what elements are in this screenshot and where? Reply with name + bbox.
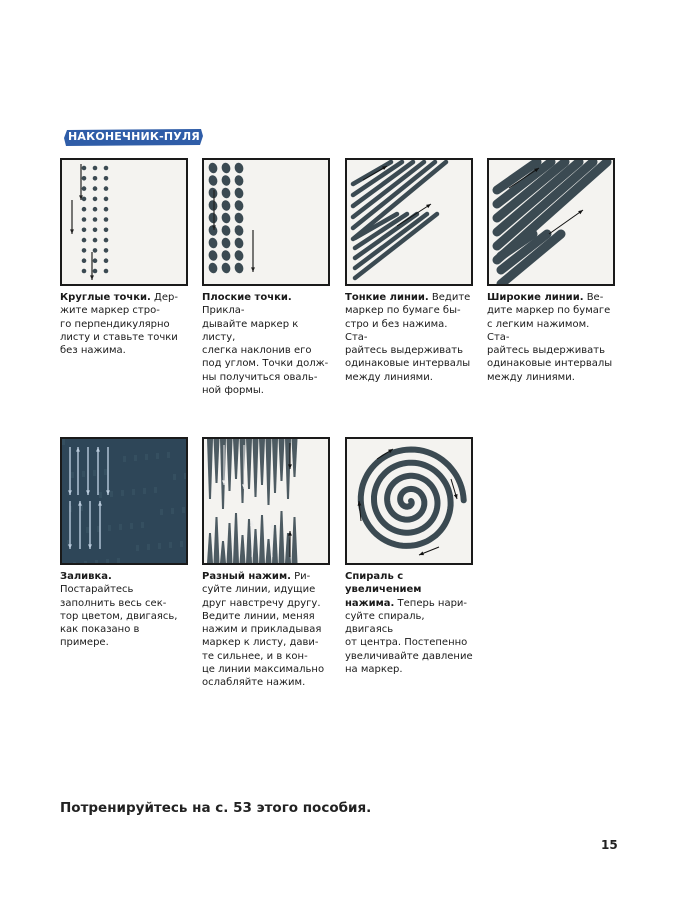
caption-line: ослабляйте нажим. [202, 677, 306, 689]
texture-speck [104, 469, 107, 475]
caption-line: ны получиться оваль- [202, 371, 318, 383]
oval-dot [207, 174, 218, 186]
arrow-head [250, 521, 254, 526]
oval-dot [220, 249, 231, 261]
dot [82, 258, 87, 263]
texture-speck [121, 490, 124, 496]
caption-line: дывайте маркер к листу, [202, 318, 299, 343]
texture-speck [108, 525, 111, 531]
caption-line: Ведите линии, меняя [202, 610, 315, 622]
caption-line: между линиями. [487, 371, 575, 383]
dot [104, 166, 109, 171]
dot [93, 197, 98, 202]
tapered-stroke [259, 439, 265, 485]
caption-line: одинаковые интервалы [487, 358, 613, 370]
tapered-stroke [207, 439, 213, 499]
dot [82, 269, 87, 274]
dot [104, 186, 109, 191]
texture-speck [117, 558, 120, 563]
texture-speck [145, 454, 148, 460]
tapered-stroke [227, 439, 233, 491]
oval-dot [233, 174, 244, 186]
dot [93, 186, 98, 191]
texture-speck [141, 522, 144, 528]
wide-lines-caption [487, 291, 615, 384]
caption-line: Ве- [586, 292, 604, 303]
texture-speck [110, 491, 113, 497]
arrow-head [270, 523, 274, 528]
oval-dot [233, 249, 244, 261]
tapered-stroke [272, 525, 278, 563]
texture-speck [147, 544, 150, 550]
caption-line: Ведите [431, 292, 471, 303]
texture-speck [130, 523, 133, 529]
dot [93, 258, 98, 263]
texture-speck [136, 545, 139, 551]
caption-line: как показано в примере. [60, 624, 140, 649]
tapered-stroke [227, 523, 233, 563]
dot [104, 176, 109, 181]
caption-title: Спираль с увеличением нажима. [345, 571, 422, 609]
spiral-caption [345, 570, 473, 676]
texture-speck [167, 452, 170, 458]
oval-dot [207, 199, 218, 211]
tapered-stroke [266, 439, 272, 505]
caption-line: с легким нажимом. Ста- [487, 318, 590, 343]
dot [82, 197, 87, 202]
dot [104, 197, 109, 202]
oval-dot [220, 187, 231, 199]
oval-dot [207, 262, 218, 274]
tapered-stroke [214, 517, 220, 563]
arrow-head [426, 204, 431, 208]
round-dots-illustration [60, 158, 188, 286]
texture-speck [154, 487, 157, 493]
texture-speck [71, 472, 74, 478]
oval-dot [220, 237, 231, 249]
oval-dot [220, 199, 231, 211]
texture-speck [106, 559, 109, 563]
tapered-stroke [240, 535, 246, 563]
caption-line: дите маркер по бумаге [487, 305, 611, 317]
arrow-head [454, 494, 458, 499]
tapered-stroke [220, 541, 226, 563]
section-badge [64, 127, 204, 147]
texture-speck [160, 509, 163, 515]
dot [82, 238, 87, 243]
fill-caption [60, 570, 188, 650]
varying-pressure-illustration [202, 437, 330, 565]
section-title: НАКОНЕЧНИК-ПУЛЯ [68, 130, 200, 143]
oval-dot [220, 162, 231, 174]
caption-line: заполнить весь сек- [60, 597, 167, 609]
caption-line: це линии максимально [202, 664, 325, 676]
spiral-stroke [361, 450, 464, 546]
dot [82, 217, 87, 222]
caption-line: от центра. Постепенно [345, 637, 468, 649]
texture-speck [95, 560, 98, 563]
texture-speck [132, 489, 135, 495]
spiral-illustration [345, 437, 473, 565]
dot [104, 217, 109, 222]
caption-title: Круглые точки. [60, 292, 151, 303]
texture-speck [93, 470, 96, 476]
tapered-stroke [259, 515, 265, 563]
flat-dots-illustration [202, 158, 330, 286]
oval-dot [233, 224, 244, 236]
dot [82, 228, 87, 233]
texture-speck [182, 507, 185, 513]
caption-title: Плоские точки. [202, 292, 292, 303]
practice-note: Потренируйтесь на с. 53 этого пособия. [60, 800, 372, 816]
tapered-stroke [233, 513, 239, 563]
arrow-head [419, 551, 424, 555]
caption-line: под углом. Точки долж- [202, 358, 329, 370]
dot [93, 238, 98, 243]
dot [104, 258, 109, 263]
dot [82, 207, 87, 212]
caption-line: райтесь выдерживать [487, 345, 605, 357]
oval-dot [207, 187, 218, 199]
tapered-stroke [240, 439, 246, 503]
oval-dot [220, 262, 231, 274]
caption-line: Дер- [154, 292, 178, 303]
oval-dot [233, 162, 244, 174]
texture-speck [171, 508, 174, 514]
oval-dot [233, 237, 244, 249]
arrow-head [578, 210, 583, 214]
tapered-stroke [220, 439, 226, 509]
dot [82, 186, 87, 191]
caption-line: райтесь выдерживать [345, 345, 463, 357]
round-dots-caption [60, 291, 188, 357]
caption-title: Широкие линии. [487, 292, 584, 303]
dot [93, 269, 98, 274]
arrow-head [70, 229, 74, 234]
oval-dot [233, 187, 244, 199]
texture-speck [156, 453, 159, 459]
texture-speck [134, 455, 137, 461]
wide-lines-illustration [487, 158, 615, 286]
dot [104, 238, 109, 243]
caption-line: на маркер. [345, 664, 403, 676]
dot [93, 248, 98, 253]
texture-speck [86, 527, 89, 533]
thin-lines-caption [345, 291, 473, 384]
dot [82, 166, 87, 171]
dot [82, 248, 87, 253]
caption-line: маркер к листу, дави- [202, 637, 319, 649]
caption-line: листу и ставьте точки [60, 331, 178, 343]
caption-line: жите маркер стро- [60, 305, 160, 317]
tapered-stroke [266, 539, 272, 563]
tapered-stroke [292, 439, 298, 477]
caption-title: Заливка. [60, 571, 112, 582]
texture-speck [180, 541, 183, 547]
texture-speck [173, 474, 176, 480]
oval-dot [233, 199, 244, 211]
texture-speck [158, 543, 161, 549]
caption-line: без нажима. [60, 345, 126, 357]
texture-speck [84, 561, 87, 563]
caption-line: между линиями. [345, 371, 433, 383]
caption-line: слегка наклонив его [202, 345, 312, 357]
caption-line: стро и без нажима. Ста- [345, 318, 448, 343]
caption-line: одинаковые интервалы [345, 358, 471, 370]
caption-line: ной формы. [202, 385, 264, 397]
texture-speck [62, 439, 65, 445]
tapered-stroke [272, 439, 278, 493]
tapered-stroke [279, 511, 285, 563]
tapered-stroke [233, 439, 239, 479]
oval-dot [220, 212, 231, 224]
caption-line: го перпендикулярно [60, 318, 170, 330]
fill-illustration [60, 437, 188, 565]
tapered-stroke [246, 439, 252, 489]
texture-speck [99, 492, 102, 498]
caption-line: маркер по бумаге бы- [345, 305, 461, 317]
texture-speck [184, 473, 186, 479]
varying-pressure-caption [202, 570, 330, 690]
caption-line: Прикла- [202, 305, 245, 317]
thin-lines-illustration [345, 158, 473, 286]
texture-speck [143, 488, 146, 494]
tapered-stroke [253, 439, 259, 497]
caption-line: тор цветом, двигаясь, [60, 610, 178, 622]
dot [104, 269, 109, 274]
caption-line: друг навстречу другу. [202, 597, 321, 609]
caption-line: увеличивайте давление [345, 650, 473, 662]
dot [93, 217, 98, 222]
caption-line: Теперь нари- [397, 597, 468, 609]
oval-dot [207, 212, 218, 224]
dot [104, 228, 109, 233]
oval-dot [207, 162, 218, 174]
caption-line: суйте линии, идущие [202, 584, 316, 596]
tapered-stroke [207, 533, 213, 563]
caption-line: Ри- [294, 571, 311, 582]
texture-speck [82, 471, 85, 477]
dot [93, 228, 98, 233]
tapered-stroke [279, 439, 285, 481]
page-number: 15 [601, 838, 618, 852]
dot [82, 176, 87, 181]
dot [93, 176, 98, 181]
oval-dot [220, 174, 231, 186]
texture-speck [123, 456, 126, 462]
caption-line: нажим и прикладывая [202, 624, 322, 636]
texture-speck [73, 562, 76, 563]
texture-speck [119, 524, 122, 530]
tapered-stroke [253, 529, 259, 563]
arrow-head [251, 267, 255, 272]
oval-dot [207, 237, 218, 249]
oval-dot [207, 249, 218, 261]
caption-line: Постарайтесь [60, 584, 134, 596]
caption-line: суйте спираль, двигаясь [345, 610, 425, 636]
dot [104, 207, 109, 212]
dot [104, 248, 109, 253]
flat-dots-caption [202, 291, 330, 397]
dot [93, 166, 98, 171]
oval-dot [233, 212, 244, 224]
oval-dot [220, 224, 231, 236]
oval-dot [233, 262, 244, 274]
arrow-head [90, 275, 94, 280]
caption-title: Тонкие линии. [345, 292, 429, 303]
caption-title: Разный нажим. [202, 571, 291, 582]
caption-line: те сильнее, и в кон- [202, 650, 308, 662]
tapered-stroke [214, 439, 220, 483]
dot [93, 207, 98, 212]
texture-speck [169, 542, 172, 548]
tapered-stroke [292, 517, 298, 563]
